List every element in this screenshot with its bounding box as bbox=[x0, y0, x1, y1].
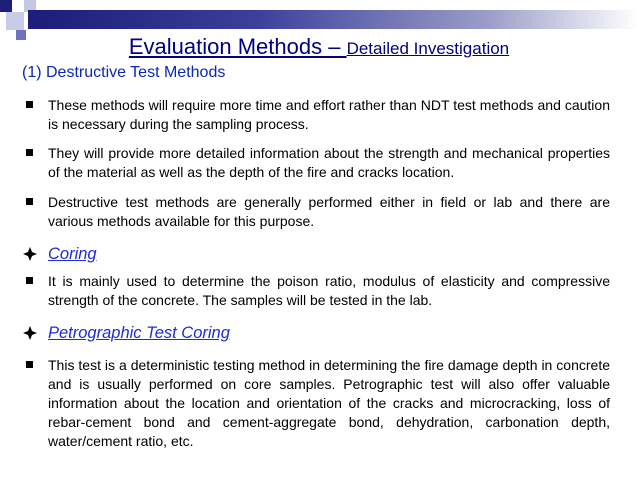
decor-square bbox=[6, 12, 24, 30]
square-bullet-icon bbox=[26, 101, 33, 108]
diamond-bullet-icon bbox=[23, 247, 37, 261]
petrographic-link[interactable]: Petrographic Test Coring bbox=[48, 324, 230, 342]
link-item[interactable] bbox=[22, 244, 610, 264]
bullet-text: They will provide more detailed information about the strength and mechanical properties of the material as well as the depth of the fire and cracks location. bbox=[48, 145, 610, 180]
bullet-item bbox=[22, 356, 610, 451]
link-item[interactable] bbox=[22, 323, 610, 343]
bullet-text: These methods will require more time and effort rather than NDT test methods and caution is necessary during the sampling process. bbox=[48, 97, 610, 132]
bullet-item bbox=[22, 193, 610, 231]
header-gradient-band bbox=[46, 10, 638, 29]
bullet-item bbox=[22, 144, 610, 182]
diamond-bullet-icon bbox=[23, 326, 37, 340]
square-bullet-icon bbox=[26, 149, 33, 156]
page-title bbox=[0, 34, 638, 60]
square-bullet-icon bbox=[26, 361, 33, 368]
coring-link[interactable]: Coring bbox=[48, 245, 97, 263]
square-bullet-icon bbox=[26, 198, 33, 205]
bullet-item bbox=[22, 96, 610, 134]
decor-square bbox=[28, 10, 46, 29]
decor-square bbox=[0, 0, 12, 12]
bullet-text: Destructive test methods are generally performed either in field or lab and there are various methods available for this purpose. bbox=[48, 194, 610, 229]
title-sub: Detailed Investigation bbox=[346, 39, 510, 58]
square-bullet-icon bbox=[26, 277, 33, 284]
bullet-item bbox=[22, 272, 610, 310]
subheading: (1) Destructive Test Methods bbox=[22, 64, 226, 81]
title-main: Evaluation Methods – bbox=[128, 34, 347, 59]
bullet-text: This test is a deterministic testing method in determining the fire damage depth in concrete and is usually performed on core samples. Petrographic test will also offer valuable information about the location and orientation of the cracks and microcracking, loss of rebar-cement bond and cement-aggregate bond, dehydration, carbonation depth, water/cement ratio, etc. bbox=[48, 357, 610, 449]
bullet-text: It is mainly used to determine the poison ratio, modulus of elasticity and compressive strength of the concrete. The samples will be tested in the lab. bbox=[48, 273, 610, 308]
